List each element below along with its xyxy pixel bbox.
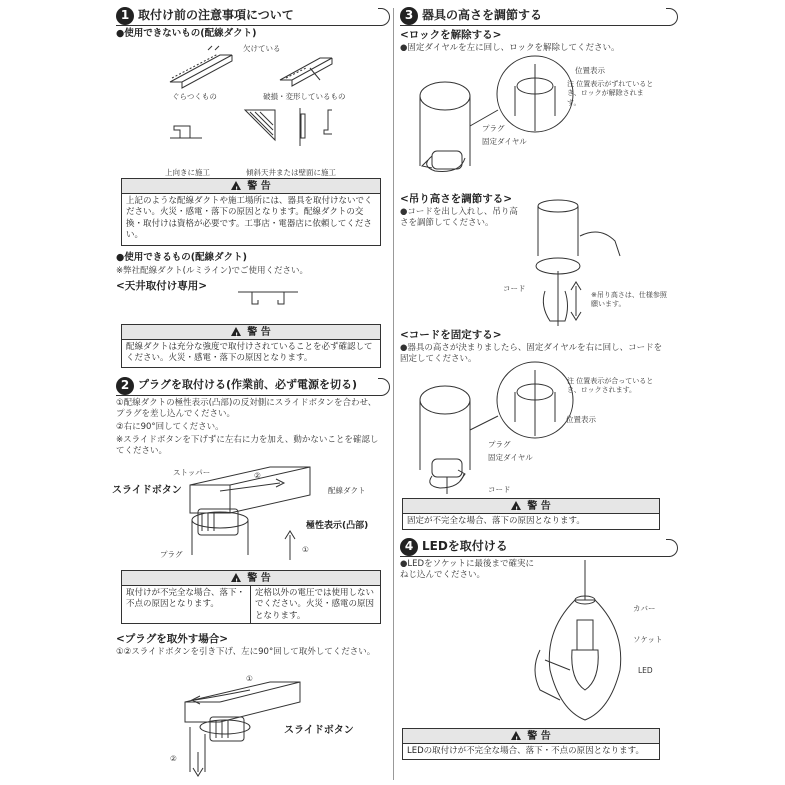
section-number-badge: 1 (116, 7, 134, 25)
ceiling-only-label: <天井取付け専用> (116, 280, 208, 292)
label-socket: ソケット (633, 635, 663, 644)
label-polarity: 極性表示(凸部) (306, 521, 369, 531)
warning-box-4 (402, 498, 660, 530)
unlock-label-note: 注 位置表示がずれているとき、ロックが解除されます。 (567, 80, 654, 107)
warning-box-5 (402, 728, 660, 760)
section-title: 取付け前の注意事項について (138, 8, 294, 23)
warning-body: 配線ダクトは充分な強度で取付けされていることを必ず確認してください。火災・感電・落下の原因となります。 (126, 342, 373, 364)
header-cap (666, 8, 678, 26)
fix-label-plug: プラグ (488, 440, 511, 449)
step-3-text: ※スライドボタンを下げずに左右に力を加え、動かないことを確認してください。 (116, 435, 379, 457)
section-2-header (116, 376, 382, 396)
warning-box-2 (121, 324, 381, 368)
label-upward: 上向きに施工 (165, 168, 210, 177)
warning-body-right: 定格以外の電圧では使用しないでください。火災・感電の原因となります。 (255, 588, 375, 621)
usable-duct-icon (238, 290, 298, 314)
section-number-badge: 4 (400, 538, 418, 556)
header-cap (378, 378, 390, 396)
label-circled-1: ① (302, 545, 309, 554)
height-label-cord: コード (503, 284, 526, 293)
label-circled-2: ② (254, 471, 261, 480)
warning-header: !警 告 (122, 571, 380, 586)
label-stopper: ストッパー (173, 468, 211, 477)
column-divider (393, 8, 394, 780)
label-plug: プラグ (160, 550, 183, 559)
fix-heading: <コードを固定する> (400, 329, 502, 341)
warning-icon (231, 181, 241, 190)
label-wobbly: ぐらつくもの (172, 92, 217, 101)
step-2-text: ②右に90°回してください。 (116, 422, 224, 432)
label-cover: カバー (633, 604, 656, 613)
fix-label-note: 注 位置表示が合っているとき、ロックされます。 (567, 377, 654, 395)
usable-heading: ●使用できるもの(配線ダクト) (116, 252, 247, 263)
unlock-illustration (410, 56, 580, 186)
unlock-label-position: 位置表示 (575, 66, 605, 75)
section-title: プラグを取付ける(作業前、必ず電源を切る) (138, 378, 358, 392)
fix-label-dial: 固定ダイヤル (488, 453, 533, 462)
section-title: LEDを取付ける (422, 539, 508, 554)
section-3-header (400, 6, 670, 26)
section-number-badge: 3 (400, 7, 418, 25)
remove-text: ①②スライドボタンを引き下げ、左に90°回して取外してください。 (116, 647, 376, 657)
usable-note: ※弊社配線ダクト(ルミライン)でご使用ください。 (116, 266, 309, 276)
remove-label-circled-1: ① (246, 674, 253, 683)
section-4-header (400, 537, 670, 557)
label-led: LED (638, 666, 653, 675)
label-duct: 配線ダクト (328, 486, 366, 495)
height-text: ●コードを出し入れし、吊り高さを調節してください。 (400, 207, 518, 229)
warning-header: !警 告 (122, 179, 380, 194)
remove-heading: <プラグを取外す場合> (116, 633, 229, 645)
fix-label-position: 位置表示 (566, 415, 596, 424)
warning-body-left: 取付けが不完全な場合、落下・不点の原因となります。 (122, 586, 251, 624)
warning-icon (511, 501, 521, 510)
section-number-badge: 2 (116, 377, 134, 395)
unlock-label-plug: プラグ (482, 124, 505, 133)
led-install-illustration (530, 560, 640, 730)
warning-body: 上記のような配線ダクトや施工場所には、器具を取付けないでください。火災・感電・落下の原因となります。配線ダクトの交換・取付けは資格が必要です。工事店・電器店に依頼してください。 (126, 196, 373, 241)
warning-header: !警 告 (122, 325, 380, 340)
fix-text: ●器具の高さが決まりましたら、固定ダイヤルを右に回し、コードを固定してください。 (400, 343, 663, 365)
warning-icon (231, 327, 241, 336)
unlock-text: ●固定ダイヤルを左に回し、ロックを解除してください。 (400, 43, 620, 53)
warning-body: 固定が不完全な場合、落下の原因となります。 (407, 516, 585, 526)
header-cap (666, 539, 678, 557)
label-broken: 破損・変形しているもの (263, 92, 346, 101)
led-text: ●LEDをソケットに最後まで確実にねじ込んでください。 (400, 559, 535, 581)
warning-icon (511, 731, 521, 740)
unusable-heading: ●使用できないもの(配線ダクト) (116, 28, 257, 39)
section-title: 器具の高さを調節する (422, 8, 543, 23)
height-heading: <吊り高さを調節する> (400, 193, 513, 205)
label-slide-button: スライドボタン (112, 485, 182, 496)
section-1-header (116, 6, 382, 26)
warning-header: !警 告 (403, 499, 659, 514)
header-cap (378, 8, 390, 26)
remove-label-slide-button: スライドボタン (284, 725, 354, 736)
label-missing: 欠けている (243, 44, 281, 53)
remove-label-circled-2: ② (170, 754, 177, 763)
label-slanted: 傾斜天井または壁面に施工 (246, 168, 336, 177)
fix-cord-illustration (410, 364, 580, 494)
warning-box-1 (121, 178, 381, 246)
warning-icon (231, 573, 241, 582)
unlock-label-dial: 固定ダイヤル (482, 137, 527, 146)
warning-body: LEDの取付けが不完全な場合、落下・不点の原因となります。 (407, 746, 644, 756)
warning-box-3 (121, 570, 381, 624)
fix-label-cord: コード (488, 485, 511, 494)
warning-header: !警 告 (403, 729, 659, 744)
height-label-note: ※吊り高さは、仕様参照願います。 (591, 291, 667, 309)
unlock-heading: <ロックを解除する> (400, 29, 502, 41)
step-1-text: ①配線ダクトの極性表示(凸部)の反対側にスライドボタンを合わせ、プラグを差し込んでください。 (116, 398, 377, 420)
